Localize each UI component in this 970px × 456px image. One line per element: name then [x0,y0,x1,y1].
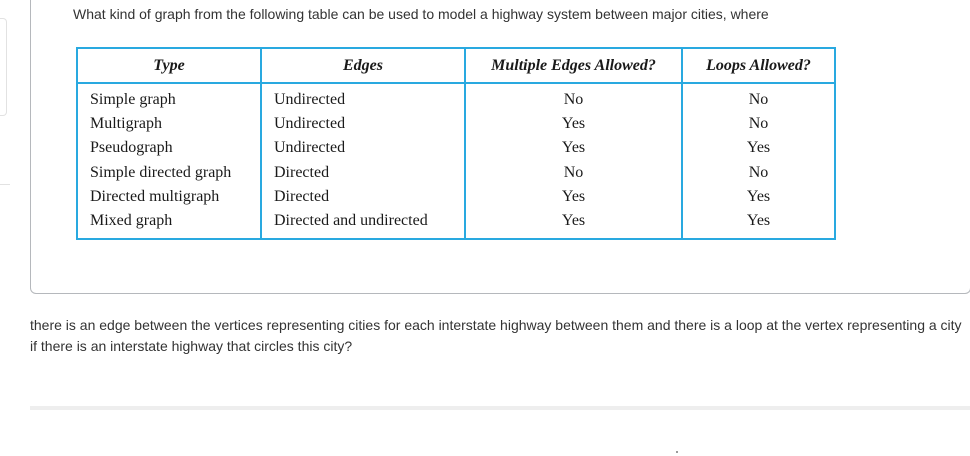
left-panel-divider [0,184,10,185]
type-cell: Pseudograph [90,139,173,157]
table-header-row [77,48,835,83]
question-continuation-text: there is an edge between the vertices representing cities for each interstate highway between them and there is a loop at the vertex representing a city if there is an interstate highway that circles this city? [30,317,962,354]
edges-cell: Undirected [274,91,346,108]
loops-cell: Yes [746,212,771,230]
multiple-edges-cell: Yes [561,139,586,157]
graph-types-table [76,47,836,240]
loops-column [682,83,835,239]
loops-cell: No [748,163,769,181]
multiple-edges-cell: Yes [561,187,586,205]
edges-column [261,83,465,239]
type-cell: Directed multigraph [90,187,220,205]
edges-cell: Undirected [274,115,346,133]
loops-cell: Yes [746,139,771,157]
loops-cell: Yes [746,187,771,205]
type-column [77,83,261,239]
loops-cell: No [748,91,769,108]
multiple-edges-cell: Yes [561,212,586,230]
section-divider [30,406,970,410]
type-cell: Simple directed graph [90,163,232,181]
header-edges: Edges [261,48,465,83]
multiple-edges-cell: Yes [561,115,586,133]
multiple-edges-cell: No [563,163,584,181]
table-body-row [77,83,835,239]
type-cell: Mixed graph [90,212,173,230]
header-type: Type [77,48,261,83]
edges-cell: Undirected [274,139,346,157]
stray-dot [676,451,678,453]
header-loops: Loops Allowed? [682,48,835,83]
edges-cell: Directed [274,187,330,205]
left-panel-edge [0,18,7,116]
question-intro-text: What kind of graph from the following table can be used to model a highway system between major cities, where [73,6,769,22]
multiple-edges-cell: No [563,91,584,108]
multiple-edges-column [465,83,682,239]
type-cell: Simple graph [90,91,176,108]
type-cell: Multigraph [90,115,162,133]
loops-cell: No [748,115,769,133]
header-multiple-edges: Multiple Edges Allowed? [465,48,682,83]
edges-cell: Directed [274,163,330,181]
edges-cell: Directed and undirected [274,212,428,230]
